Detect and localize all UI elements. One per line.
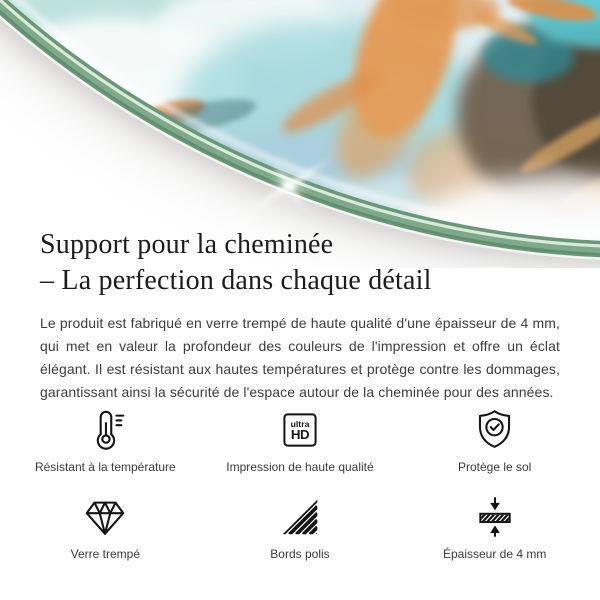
feature-label: Bords polis xyxy=(270,547,330,561)
feature-label: Protège le sol xyxy=(457,460,532,474)
feature-label: Impression de haute qualité xyxy=(226,460,374,474)
shield-check-icon xyxy=(472,407,517,452)
page-title-line2: – La perfection dans chaque détail xyxy=(40,265,432,296)
feature-temperature xyxy=(8,407,203,474)
thickness-icon xyxy=(473,494,517,539)
page-title-line1: Support pour la cheminée xyxy=(40,229,334,260)
ultra-hd-icon xyxy=(278,407,322,452)
feature-tempered-glass xyxy=(8,494,203,561)
diamond-icon xyxy=(82,494,128,539)
feature-label: Épaisseur de 4 mm xyxy=(442,547,547,561)
feature-label: Verre trempé xyxy=(70,547,141,561)
svg-text:HD: HD xyxy=(290,426,310,442)
page-title xyxy=(40,0,560,299)
feature-label: Résistant à la température xyxy=(34,460,176,474)
feature-polished-edges xyxy=(203,494,398,561)
feature-floor-protection xyxy=(397,407,592,474)
feature-grid xyxy=(8,407,592,561)
polished-edge-icon xyxy=(278,494,322,539)
feature-print-quality xyxy=(203,407,398,474)
svg-text:ultra: ultra xyxy=(290,418,310,429)
product-description: Le produit est fabriqué en verre trempé de haute qualité d'une épaisseur de 4 mm, qui met en valeur la profondeur des couleurs de l'impression et offre un éclat élégant. Il est résistant aux hautes températures et protège contre les dommages, garantissant ainsi la sécurité de l'espace autour de la cheminée pour des années. xyxy=(40,315,560,400)
feature-thickness xyxy=(397,494,592,561)
thermometer-icon xyxy=(82,407,128,452)
